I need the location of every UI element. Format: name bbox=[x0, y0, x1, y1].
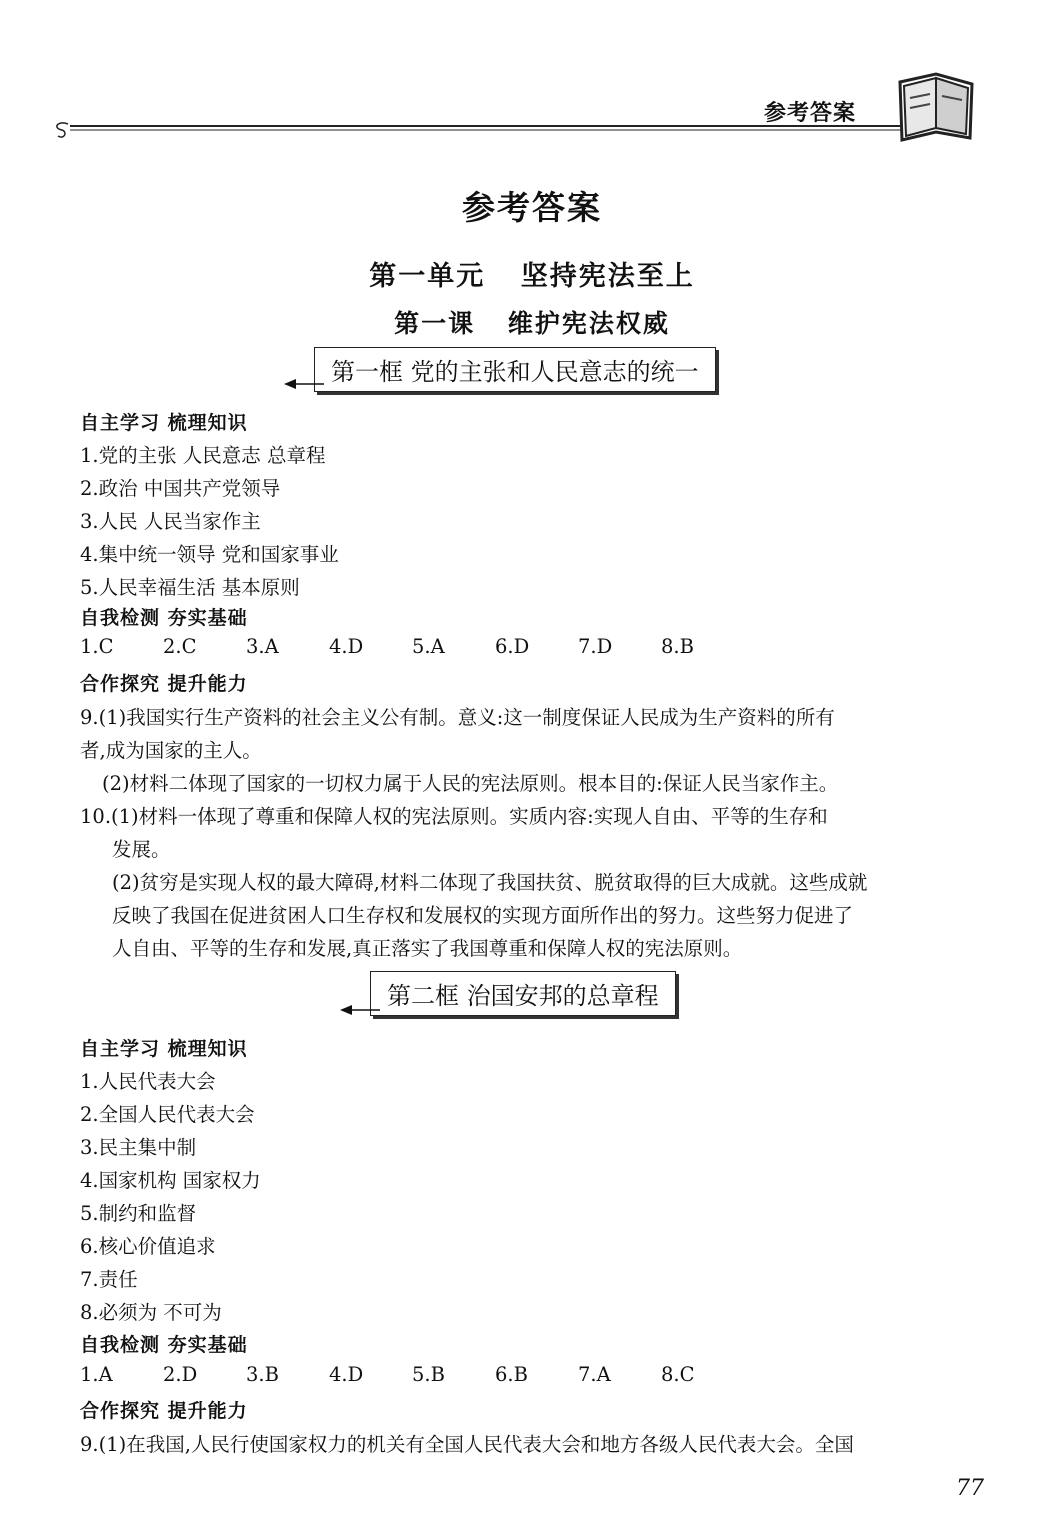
list-item: 1.党的主张 人民意志 总章程 bbox=[80, 444, 326, 467]
page-title: 参考答案 bbox=[462, 188, 602, 227]
list-item: 7.责任 bbox=[80, 1268, 138, 1291]
answer-row bbox=[80, 1363, 744, 1386]
answer: 3.A bbox=[246, 635, 279, 658]
answer-paragraph: 者,成为国家的主人。 bbox=[80, 739, 262, 762]
answer: 5.A bbox=[412, 635, 445, 658]
header-rule bbox=[48, 118, 908, 138]
list-item: 8.必须为 不可为 bbox=[80, 1301, 222, 1324]
list-item: 3.人民 人民当家作主 bbox=[80, 510, 261, 533]
list-item: 4.集中统一领导 党和国家事业 bbox=[80, 543, 339, 566]
answer: 2.C bbox=[163, 635, 197, 658]
list-item: 3.民主集中制 bbox=[80, 1136, 197, 1159]
answer: 2.D bbox=[163, 1363, 198, 1386]
answer-paragraph: 反映了我国在促进贫困人口生存权和发展权的实现方面所作出的努力。这些努力促进了 bbox=[112, 904, 854, 927]
answer-paragraph: 9.(1)我国实行生产资料的社会主义公有制。意义:这一制度保证人民成为生产资料的所有 bbox=[80, 706, 835, 729]
left-arrow-icon bbox=[284, 378, 324, 390]
section-heading: 自主学习 梳理知识 bbox=[80, 412, 248, 434]
answer-paragraph: 发展。 bbox=[112, 838, 171, 861]
answer: 7.D bbox=[578, 635, 613, 658]
section-heading: 自主学习 梳理知识 bbox=[80, 1038, 248, 1060]
answer: 4.D bbox=[329, 635, 364, 658]
answer: 6.D bbox=[495, 635, 530, 658]
frame2-title-box bbox=[370, 971, 676, 1016]
frame2-title: 第二框 治国安邦的总章程 bbox=[387, 982, 659, 1010]
list-item: 6.核心价值追求 bbox=[80, 1235, 216, 1258]
answer: 1.C bbox=[80, 635, 114, 658]
answer: 6.B bbox=[495, 1363, 528, 1386]
list-item: 4.国家机构 国家权力 bbox=[80, 1169, 261, 1192]
answer-paragraph: (2)材料二体现了国家的一切权力属于人民的宪法原则。根本目的:保证人民当家作主。 bbox=[102, 772, 839, 795]
answer: 3.B bbox=[246, 1363, 279, 1386]
frame1-title: 第一框 党的主张和人民意志的统一 bbox=[331, 358, 699, 386]
list-item: 5.人民幸福生活 基本原则 bbox=[80, 576, 300, 599]
answer: 5.B bbox=[412, 1363, 445, 1386]
answer-paragraph: 人自由、平等的生存和发展,真正落实了我国尊重和保障人权的宪法原则。 bbox=[112, 937, 743, 960]
list-item: 1.人民代表大会 bbox=[80, 1070, 216, 1093]
section-heading: 合作探究 提升能力 bbox=[80, 1400, 248, 1422]
answer-row bbox=[80, 635, 744, 658]
answer: 1.A bbox=[80, 1363, 113, 1386]
list-item: 5.制约和监督 bbox=[80, 1202, 197, 1225]
page-number: 77 bbox=[956, 1476, 984, 1501]
section-heading: 合作探究 提升能力 bbox=[80, 673, 248, 695]
list-item: 2.政治 中国共产党领导 bbox=[80, 477, 281, 500]
answer-paragraph: (2)贫穷是实现人权的最大障碍,材料二体现了我国扶贫、脱贫取得的巨大成就。这些成就 bbox=[112, 871, 868, 894]
left-arrow-icon bbox=[340, 1004, 380, 1016]
answer: 8.B bbox=[661, 635, 694, 658]
answer: 4.D bbox=[329, 1363, 364, 1386]
list-item: 2.全国人民代表大会 bbox=[80, 1103, 255, 1126]
answer-paragraph: 9.(1)在我国,人民行使国家权力的机关有全国人民代表大会和地方各级人民代表大会。全国 bbox=[80, 1433, 854, 1456]
unit-title: 第一单元 坚持宪法至上 bbox=[369, 261, 695, 292]
running-header: 参考答案 bbox=[764, 101, 857, 126]
section-heading: 自我检测 夯实基础 bbox=[80, 607, 248, 629]
book-icon bbox=[896, 68, 976, 146]
answer: 8.C bbox=[661, 1363, 695, 1386]
answer: 7.A bbox=[578, 1363, 611, 1386]
section-heading: 自我检测 夯实基础 bbox=[80, 1334, 248, 1356]
lesson-title: 第一课 维护宪法权威 bbox=[394, 309, 670, 338]
answer-paragraph: 10.(1)材料一体现了尊重和保障人权的宪法原则。实质内容:实现人自由、平等的生存和 bbox=[80, 805, 828, 828]
frame1-title-box bbox=[314, 347, 716, 392]
